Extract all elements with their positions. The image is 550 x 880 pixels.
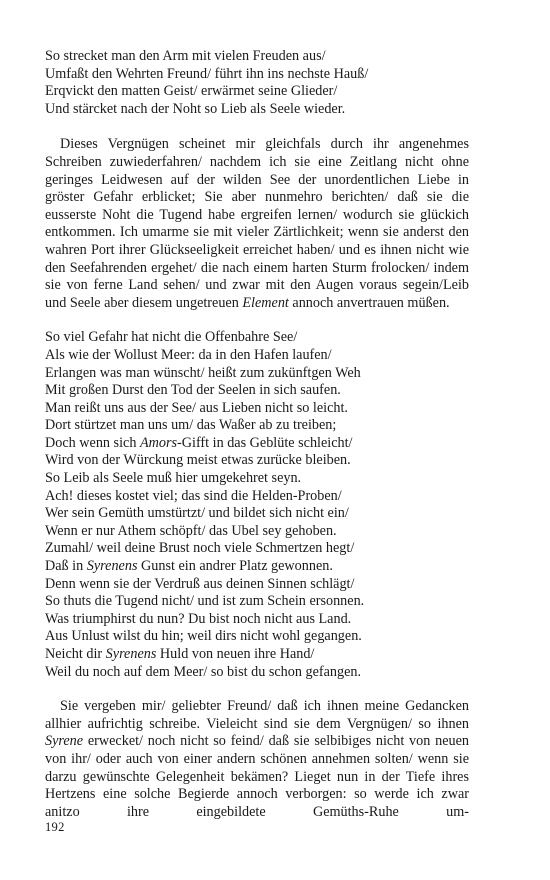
- verse-line: Doch wenn sich Amors-Gifft in das Geblüte schleicht/: [45, 434, 353, 451]
- poem-stanza-1: [45, 48, 469, 118]
- verse-line: Und stärcket nach der Noht so Lieb als Seele wieder.: [45, 100, 346, 117]
- verse-line: Mit großen Durst den Tod der Seelen in sich saufen.: [45, 382, 341, 399]
- verse-line: Daß in Syrenens Gunst ein andrer Platz gewonnen.: [45, 558, 333, 575]
- verse-line: So viel Gefahr hat nicht die Offenbahre See/: [45, 329, 298, 346]
- verse-line: So strecket man den Arm mit vielen Freuden aus/: [45, 48, 326, 64]
- verse-line: Wer sein Gemüth umstürtzt/ und bildet sich nicht ein/: [45, 505, 349, 522]
- verse-line: Als wie der Wollust Meer: da in den Hafen laufen/: [45, 346, 332, 363]
- verse-line: So thuts die Tugend nicht/ und ist zum Schein ersonnen.: [45, 593, 365, 610]
- prose-paragraph-2: Sie vergeben mir/ geliebter Freund/ daß ich ihnen meine Gedancken allhier aufrichtig schreibe. Vieleicht sind sie dem Vergnügen/ so ihnen Syrene erwecket/ noch nicht so feind/ daß sie selbibiges nicht von neuen von ihr/ oder auch von einer andern schönen annehmen solten/ wenn sie darzu gewünschte Gelegenheit bekämen? Lieget nun in der Tiefe ihres Hertzens eine solche Begierde annoch verborgen: so werde ich zwar anitzo ihre eingebildete Gemüths-Ruhe um-: [45, 698, 469, 820]
- verse-line: Wird von der Würckung meist etwas zurücke bleiben.: [45, 452, 351, 469]
- poem-stanza-2: [45, 329, 469, 681]
- italic-word: Amors: [139, 434, 178, 451]
- verse-line: Zumahl/ weil deine Brust noch viele Schmertzen hegt/: [45, 540, 355, 557]
- verse-line: Neicht dir Syrenens Huld von neuen ihre Hand/: [45, 646, 315, 662]
- verse-line: Umfaßt den Wehrten Freund/ führt ihn ins nechste Hauß/: [45, 65, 369, 82]
- verse-line: Dort stürtzet man uns um/ das Waßer ab zu treiben;: [45, 417, 337, 434]
- verse-line: Denn wenn sie der Verdruß aus deinen Sinnen schlägt/: [45, 575, 355, 592]
- verse-line: Wenn er nur Athem schöpft/ das Ubel sey gehoben.: [45, 522, 337, 539]
- verse-line: Aus Unlust wilst du hin; weil dirs nicht wohl gegangen.: [45, 628, 362, 645]
- verse-line: So Leib als Seele muß hier umgekehret seyn.: [45, 470, 302, 487]
- verse-line: Ach! dieses kostet viel; das sind die Helden-Proben/: [45, 487, 342, 504]
- verse-line: Erlangen was man wünscht/ heißt zum zukünftgen Weh: [45, 364, 361, 381]
- verse-line: Erqvickt den matten Geist/ erwärmet seine Glieder/: [45, 83, 338, 100]
- italic-word: Syrenens: [86, 558, 138, 575]
- italic-word: Syrenens: [105, 646, 157, 662]
- verse-line: Man reißt uns aus der See/ aus Lieben nicht so leicht.: [45, 399, 348, 416]
- verse-line: Was triumphirst du nun? Du bist noch nicht aus Land.: [45, 610, 352, 627]
- italic-word: Element: [242, 294, 289, 311]
- prose-paragraph-1: Dieses Vergnügen scheinet mir gleichfals durch ihr angenehmes Schreiben zuwiederfahren/ nachdem ich sie eine Zeitlang nicht ohne geringes Leidwesen auf der wilden See der unordentlichen Liebe in gröster Gefahr erblicket; Sie aber nunmehro berichten/ daß sie die eusserste Noht die Tugend habe ergreifen lernen/ wodurch sie glückich entkommen. Ich umarme sie mit vieler Zärtlichkeit; wenn sie anderst den wahren Port ihrer Glückseeligkeit erreichet haben/ und es ihnen nicht wie den Seefahrenden ergehet/ die nach einem harten Sturm frolocken/ indem sie von ferne Land sehen/ und zwar mit den Augen voraus segein/Leib und Seele aber diesem ungetreuen Element annoch anvertrauen müßen.: [45, 136, 469, 311]
- text-page: [45, 48, 469, 821]
- italic-word: Syrene: [45, 733, 84, 750]
- verse-line: Weil du noch auf dem Meer/ so bist du schon gefangen.: [45, 663, 362, 680]
- page-number: 192: [45, 820, 65, 834]
